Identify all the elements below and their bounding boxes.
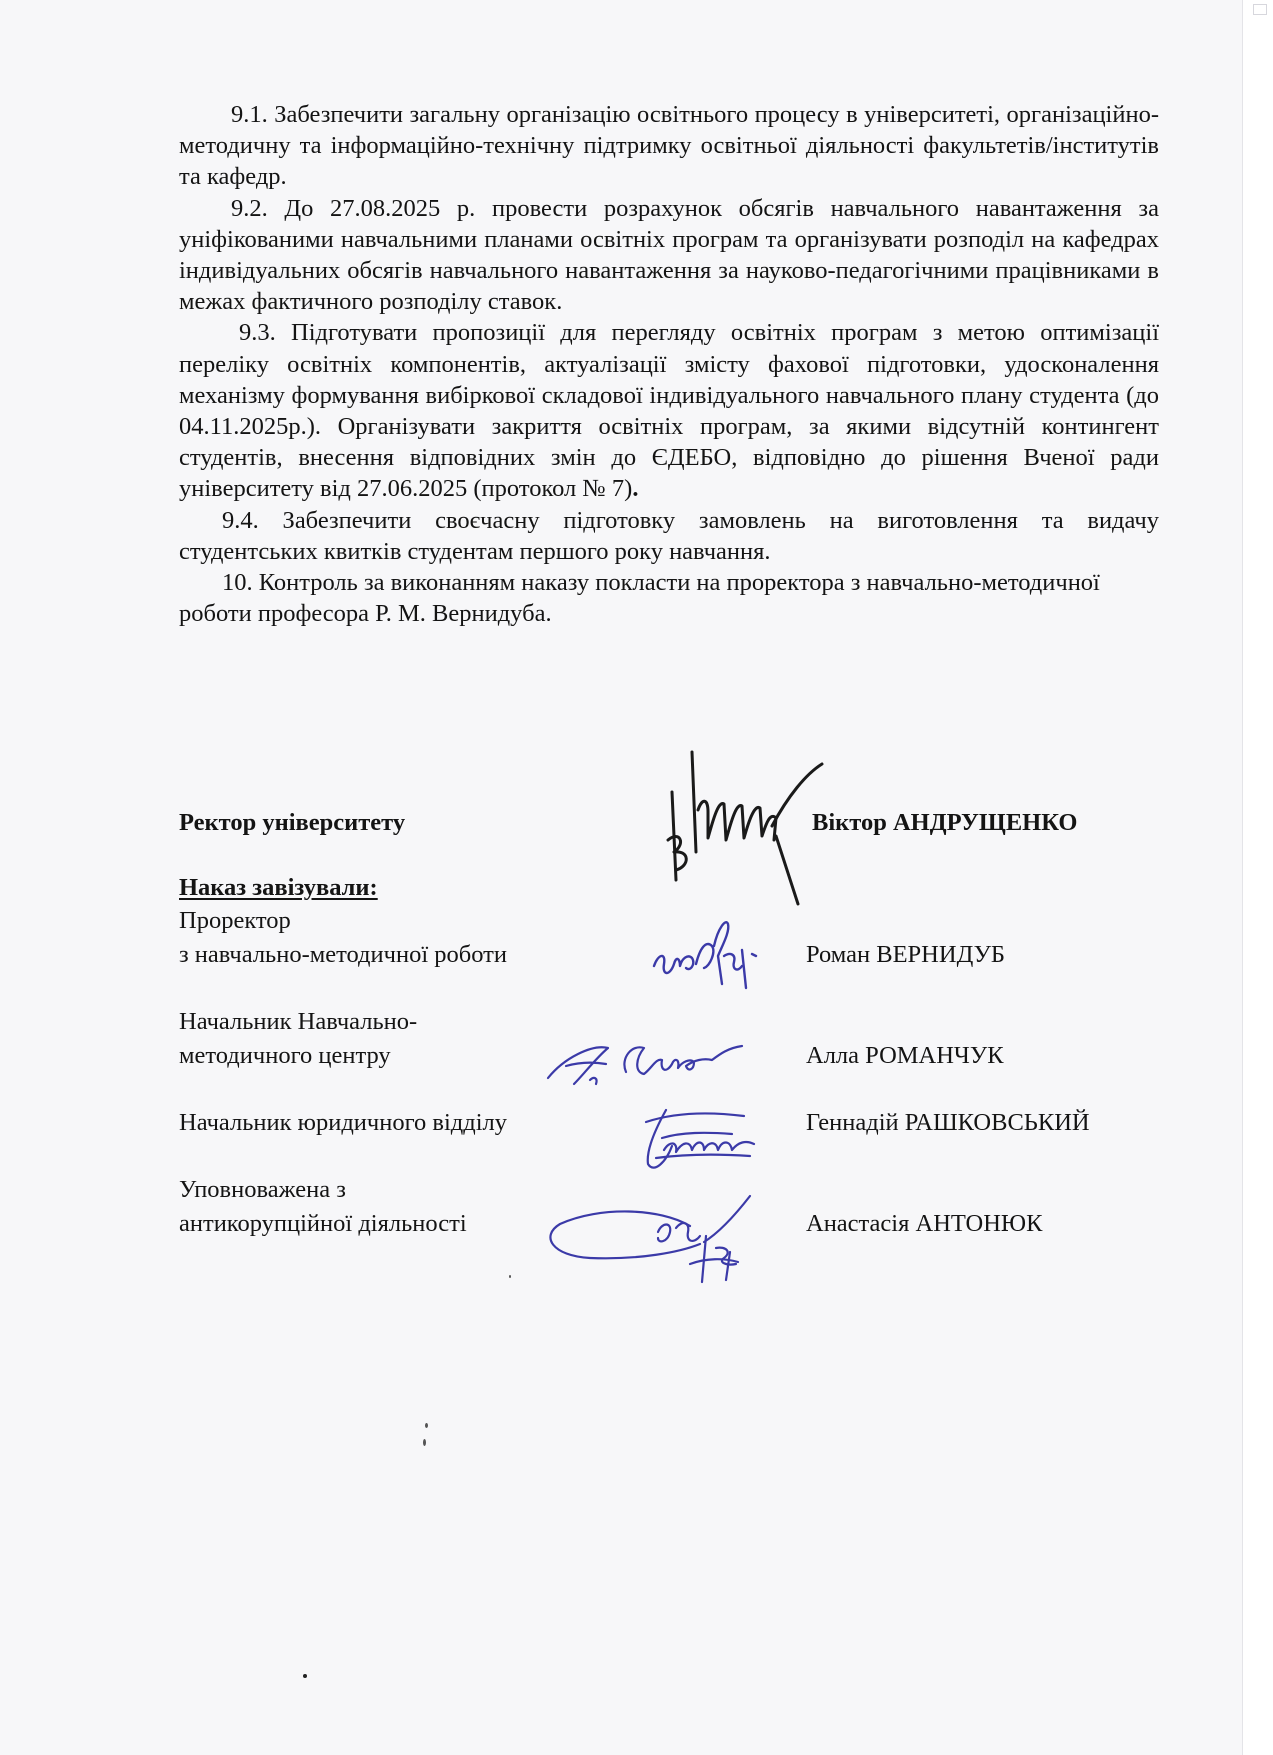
rector-title: Ректор університету	[179, 809, 406, 836]
vice-rector-name: Роман ВЕРНИДУБ	[806, 941, 1005, 968]
scan-speck	[425, 1423, 428, 1428]
vice-rector-title-line1: Проректор	[179, 907, 291, 934]
anticorruption-title-line2: антикорупційної діяльності	[179, 1210, 467, 1237]
paragraph-9-3-text: 9.3. Підготувати пропозиції для перегляду освітніх програм з метою оптимізації переліку освітніх компонентів, актуалізації змісту фахової підготовки, удосконалення механізму формування вибіркової складової індивідуального навчального плану студента (до 04.11.2025р.). Організувати закриття освітніх програм, за якими відсутній контингент студентів, внесення відповідних змін до ЄДЕБО, відповідно до рішення Вченої ради університету від 27.06.2025 (протокол № 7)	[179, 319, 1159, 503]
legal-title: Начальник юридичного відділу	[179, 1109, 507, 1136]
anticorruption-signature-image	[540, 1192, 770, 1288]
anticorruption-name: Анастасія АНТОНЮК	[806, 1210, 1043, 1237]
scan-edge	[1242, 0, 1273, 1755]
scan-speck	[509, 1275, 511, 1278]
method-center-name: Алла РОМАНЧУК	[806, 1042, 1004, 1069]
rector-signature-image	[650, 740, 830, 920]
paragraph-9-3	[179, 317, 1159, 504]
paragraph-9-2: 9.2. До 27.08.2025 р. провести розрахунок обсягів навчального навантаження за уніфікованими навчальними планами освітніх програм та організувати розподіл на кафедрах індивідуальних обсягів навчального навантаження за науково-педагогічними працівниками в межах фактичного розподілу ставок.	[179, 194, 1159, 316]
paragraph-10: 10. Контроль за виконанням наказу покласти на проректора з навчально-методичної роботи професора Р. М. Вернидуба.	[179, 569, 1100, 628]
method-center-title-line2: методичного центру	[179, 1042, 391, 1069]
vice-rector-title-line2: з навчально-методичної роботи	[179, 941, 507, 968]
endorsed-heading: Наказ завізували:	[179, 874, 378, 901]
legal-signature-image	[636, 1098, 764, 1178]
anticorruption-title-line1: Уповноважена з	[179, 1176, 346, 1203]
order-body	[179, 99, 1159, 629]
scan-speck	[303, 1674, 307, 1678]
scan-speck	[423, 1439, 426, 1446]
scan-corner-mark	[1253, 4, 1267, 15]
legal-name: Геннадій РАШКОВСЬКИЙ	[806, 1109, 1090, 1136]
paragraph-9-4: 9.4. Забезпечити своєчасну підготовку замовлень на виготовлення та видачу студентських квитків студентам першого року навчання.	[179, 506, 1159, 565]
paragraph-9-3-end: .	[632, 475, 639, 503]
method-center-title-line1: Начальник Навчально-	[179, 1008, 418, 1035]
rector-name: Віктор АНДРУЩЕНКО	[812, 809, 1078, 836]
vice-rector-signature-image	[648, 906, 768, 998]
paragraph-9-1: 9.1. Забезпечити загальну організацію освітнього процесу в університеті, організаційно-методичну та інформаційно-технічну підтримку освітньої діяльності факультетів/інститутів та кафедр.	[179, 101, 1159, 191]
method-center-signature-image	[544, 1018, 754, 1092]
